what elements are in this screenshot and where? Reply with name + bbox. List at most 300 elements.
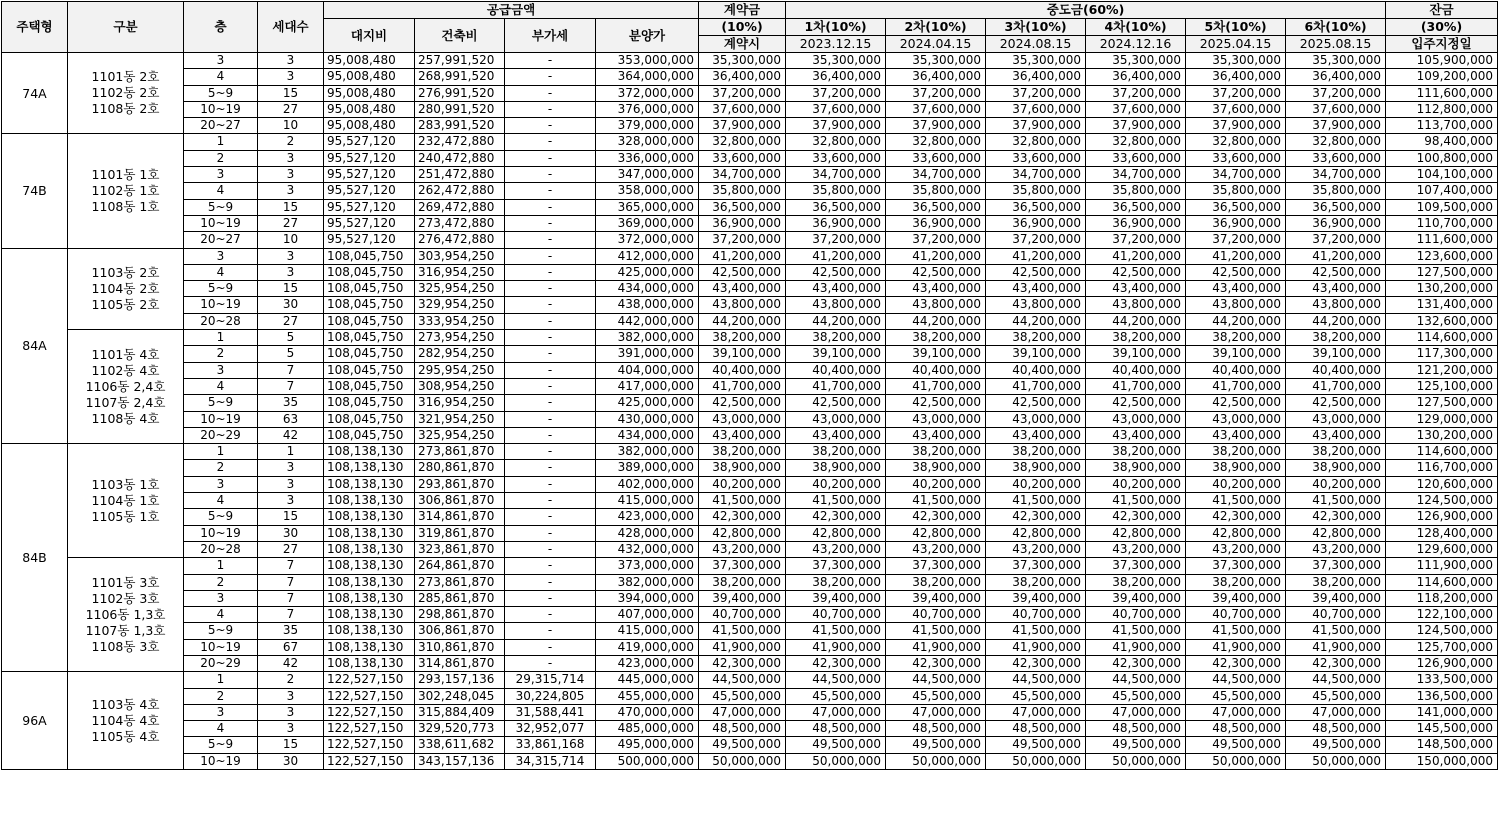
installment-4-cell: 42,300,000	[1086, 509, 1186, 525]
installment-4-cell: 43,200,000	[1086, 541, 1186, 557]
installment-4-cell: 40,400,000	[1086, 362, 1186, 378]
installment-5-cell: 37,600,000	[1186, 101, 1286, 117]
floor-cell: 1	[184, 672, 258, 688]
sale-price-cell: 372,000,000	[596, 232, 699, 248]
installment-1-cell: 41,500,000	[786, 493, 886, 509]
header-building: 건축비	[415, 19, 505, 53]
building-cost-cell: 273,472,880	[415, 215, 505, 231]
installment-3-cell: 41,700,000	[986, 378, 1086, 394]
table-row	[2, 574, 1498, 590]
installment-6-cell: 34,700,000	[1286, 167, 1386, 183]
vat-cell: -	[505, 655, 596, 671]
vat-cell: -	[505, 264, 596, 280]
building-cost-cell: 321,954,250	[415, 411, 505, 427]
installment-6-cell: 42,800,000	[1286, 525, 1386, 541]
floor-cell: 2	[184, 150, 258, 166]
units-cell: 3	[258, 460, 324, 476]
installment-1-cell: 42,300,000	[786, 509, 886, 525]
table-row	[2, 395, 1498, 411]
installment-6-cell: 35,300,000	[1286, 53, 1386, 69]
balance-cell: 125,100,000	[1386, 378, 1498, 394]
installment-5-cell: 39,400,000	[1186, 590, 1286, 606]
land-cost-cell: 95,008,480	[324, 85, 415, 101]
sale-price-cell: 432,000,000	[596, 541, 699, 557]
installment-2-cell: 42,500,000	[886, 264, 986, 280]
table-row	[2, 623, 1498, 639]
deposit-cell: 34,700,000	[699, 167, 786, 183]
land-cost-cell: 108,045,750	[324, 248, 415, 264]
land-cost-cell: 122,527,150	[324, 688, 415, 704]
sale-price-cell: 425,000,000	[596, 395, 699, 411]
installment-3-cell: 41,500,000	[986, 623, 1086, 639]
land-cost-cell: 108,045,750	[324, 427, 415, 443]
deposit-cell: 42,500,000	[699, 395, 786, 411]
deposit-cell: 49,500,000	[699, 737, 786, 753]
installment-6-cell: 32,800,000	[1286, 134, 1386, 150]
house-type-cell: 96A	[2, 672, 68, 770]
installment-1-cell: 38,200,000	[786, 330, 886, 346]
installment-3-cell: 39,400,000	[986, 590, 1086, 606]
balance-cell: 124,500,000	[1386, 623, 1498, 639]
floor-cell: 3	[184, 704, 258, 720]
units-cell: 15	[258, 281, 324, 297]
installment-1-cell: 41,200,000	[786, 248, 886, 264]
deposit-cell: 43,800,000	[699, 297, 786, 313]
installment-2-cell: 45,500,000	[886, 688, 986, 704]
installment-6-cell: 37,600,000	[1286, 101, 1386, 117]
units-cell: 27	[258, 313, 324, 329]
balance-cell: 109,200,000	[1386, 69, 1498, 85]
installment-3-cell: 37,900,000	[986, 118, 1086, 134]
installment-4-cell: 43,800,000	[1086, 297, 1186, 313]
installment-5-cell: 36,400,000	[1186, 69, 1286, 85]
installment-6-cell: 42,300,000	[1286, 509, 1386, 525]
vat-cell: -	[505, 330, 596, 346]
deposit-cell: 40,200,000	[699, 476, 786, 492]
deposit-cell: 38,200,000	[699, 330, 786, 346]
building-group-cell: 1103동 2호 1104동 2호 1105동 2호	[68, 248, 184, 329]
building-cost-cell: 268,991,520	[415, 69, 505, 85]
floor-cell: 5~9	[184, 737, 258, 753]
balance-cell: 105,900,000	[1386, 53, 1498, 69]
installment-4-cell: 38,200,000	[1086, 330, 1186, 346]
table-row	[2, 199, 1498, 215]
sale-price-cell: 419,000,000	[596, 639, 699, 655]
floor-cell: 3	[184, 248, 258, 264]
building-cost-cell: 310,861,870	[415, 639, 505, 655]
vat-cell: -	[505, 427, 596, 443]
installment-3-cell: 38,900,000	[986, 460, 1086, 476]
land-cost-cell: 108,138,130	[324, 493, 415, 509]
installment-5-cell: 37,200,000	[1186, 85, 1286, 101]
vat-cell: -	[505, 623, 596, 639]
installment-1-cell: 43,200,000	[786, 541, 886, 557]
units-cell: 35	[258, 623, 324, 639]
vat-cell: -	[505, 101, 596, 117]
installment-4-cell: 43,400,000	[1086, 281, 1186, 297]
header-balance-when: 입주지정일	[1386, 36, 1498, 53]
building-cost-cell: 325,954,250	[415, 281, 505, 297]
installment-1-cell: 41,700,000	[786, 378, 886, 394]
units-cell: 3	[258, 248, 324, 264]
balance-cell: 98,400,000	[1386, 134, 1498, 150]
installment-4-cell: 42,800,000	[1086, 525, 1186, 541]
installment-1-cell: 37,600,000	[786, 101, 886, 117]
floor-cell: 4	[184, 607, 258, 623]
header-deposit: 계약금	[699, 2, 786, 19]
installment-6-cell: 38,200,000	[1286, 574, 1386, 590]
vat-cell: -	[505, 607, 596, 623]
deposit-cell: 42,500,000	[699, 264, 786, 280]
installment-6-cell: 37,900,000	[1286, 118, 1386, 134]
sale-price-cell: 382,000,000	[596, 444, 699, 460]
land-cost-cell: 122,527,150	[324, 753, 415, 769]
table-row	[2, 460, 1498, 476]
installment-5-cell: 44,500,000	[1186, 672, 1286, 688]
balance-cell: 114,600,000	[1386, 444, 1498, 460]
building-cost-cell: 302,248,045	[415, 688, 505, 704]
building-cost-cell: 293,861,870	[415, 476, 505, 492]
balance-cell: 122,100,000	[1386, 607, 1498, 623]
vat-cell: -	[505, 639, 596, 655]
installment-5-cell: 32,800,000	[1186, 134, 1286, 150]
installment-4-cell: 41,500,000	[1086, 623, 1186, 639]
installment-3-cell: 43,000,000	[986, 411, 1086, 427]
floor-cell: 4	[184, 378, 258, 394]
installment-4-cell: 38,200,000	[1086, 444, 1186, 460]
installment-4-cell: 43,000,000	[1086, 411, 1186, 427]
vat-cell: -	[505, 590, 596, 606]
installment-4-cell: 39,400,000	[1086, 590, 1186, 606]
vat-cell: -	[505, 199, 596, 215]
land-cost-cell: 108,045,750	[324, 330, 415, 346]
header-inst-2-date: 2024.04.15	[886, 36, 986, 53]
table-row	[2, 427, 1498, 443]
sale-price-cell: 500,000,000	[596, 753, 699, 769]
vat-cell: -	[505, 493, 596, 509]
table-row	[2, 215, 1498, 231]
sale-price-cell: 372,000,000	[596, 85, 699, 101]
land-cost-cell: 108,138,130	[324, 574, 415, 590]
floor-cell: 20~28	[184, 313, 258, 329]
units-cell: 7	[258, 607, 324, 623]
table-row	[2, 53, 1498, 69]
floor-cell: 2	[184, 346, 258, 362]
installment-2-cell: 37,200,000	[886, 232, 986, 248]
installment-6-cell: 45,500,000	[1286, 688, 1386, 704]
units-cell: 7	[258, 558, 324, 574]
balance-cell: 117,300,000	[1386, 346, 1498, 362]
installment-1-cell: 36,500,000	[786, 199, 886, 215]
installment-5-cell: 37,200,000	[1186, 232, 1286, 248]
table-row	[2, 167, 1498, 183]
installment-5-cell: 38,200,000	[1186, 330, 1286, 346]
floor-cell: 3	[184, 476, 258, 492]
building-cost-cell: 315,884,409	[415, 704, 505, 720]
units-cell: 1	[258, 444, 324, 460]
units-cell: 7	[258, 574, 324, 590]
floor-cell: 4	[184, 721, 258, 737]
installment-4-cell: 36,900,000	[1086, 215, 1186, 231]
units-cell: 15	[258, 199, 324, 215]
installment-1-cell: 39,400,000	[786, 590, 886, 606]
units-cell: 3	[258, 476, 324, 492]
installment-6-cell: 41,700,000	[1286, 378, 1386, 394]
deposit-cell: 41,200,000	[699, 248, 786, 264]
deposit-cell: 41,500,000	[699, 493, 786, 509]
installment-1-cell: 39,100,000	[786, 346, 886, 362]
sale-price-cell: 404,000,000	[596, 362, 699, 378]
installment-5-cell: 50,000,000	[1186, 753, 1286, 769]
table-row	[2, 525, 1498, 541]
header-inst-1-date: 2023.12.15	[786, 36, 886, 53]
units-cell: 10	[258, 232, 324, 248]
house-type-cell: 84B	[2, 444, 68, 672]
balance-cell: 107,400,000	[1386, 183, 1498, 199]
deposit-cell: 40,700,000	[699, 607, 786, 623]
vat-cell: 33,861,168	[505, 737, 596, 753]
installment-6-cell: 37,300,000	[1286, 558, 1386, 574]
installment-1-cell: 41,500,000	[786, 623, 886, 639]
installment-1-cell: 49,500,000	[786, 737, 886, 753]
installment-1-cell: 35,300,000	[786, 53, 886, 69]
units-cell: 3	[258, 721, 324, 737]
installment-4-cell: 36,400,000	[1086, 69, 1186, 85]
installment-4-cell: 35,300,000	[1086, 53, 1186, 69]
table-row	[2, 444, 1498, 460]
installment-6-cell: 44,500,000	[1286, 672, 1386, 688]
balance-cell: 114,600,000	[1386, 330, 1498, 346]
deposit-cell: 37,600,000	[699, 101, 786, 117]
installment-2-cell: 43,400,000	[886, 427, 986, 443]
vat-cell: -	[505, 362, 596, 378]
land-cost-cell: 108,045,750	[324, 297, 415, 313]
units-cell: 5	[258, 330, 324, 346]
installment-2-cell: 38,200,000	[886, 330, 986, 346]
units-cell: 35	[258, 395, 324, 411]
building-cost-cell: 343,157,136	[415, 753, 505, 769]
installment-1-cell: 38,200,000	[786, 444, 886, 460]
installment-5-cell: 35,800,000	[1186, 183, 1286, 199]
installment-3-cell: 40,400,000	[986, 362, 1086, 378]
units-cell: 3	[258, 183, 324, 199]
installment-4-cell: 36,500,000	[1086, 199, 1186, 215]
vat-cell: -	[505, 118, 596, 134]
table-body	[2, 53, 1498, 770]
installment-6-cell: 42,300,000	[1286, 655, 1386, 671]
balance-cell: 148,500,000	[1386, 737, 1498, 753]
units-cell: 42	[258, 655, 324, 671]
table-row	[2, 313, 1498, 329]
vat-cell: -	[505, 134, 596, 150]
installment-5-cell: 45,500,000	[1186, 688, 1286, 704]
building-cost-cell: 251,472,880	[415, 167, 505, 183]
building-cost-cell: 303,954,250	[415, 248, 505, 264]
installment-6-cell: 47,000,000	[1286, 704, 1386, 720]
installment-4-cell: 40,700,000	[1086, 607, 1186, 623]
installment-6-cell: 44,200,000	[1286, 313, 1386, 329]
installment-6-cell: 41,900,000	[1286, 639, 1386, 655]
installment-4-cell: 50,000,000	[1086, 753, 1186, 769]
installment-6-cell: 36,900,000	[1286, 215, 1386, 231]
balance-cell: 109,500,000	[1386, 199, 1498, 215]
land-cost-cell: 108,045,750	[324, 395, 415, 411]
units-cell: 27	[258, 101, 324, 117]
floor-cell: 2	[184, 460, 258, 476]
table-row	[2, 378, 1498, 394]
balance-cell: 132,600,000	[1386, 313, 1498, 329]
balance-cell: 111,600,000	[1386, 85, 1498, 101]
balance-cell: 129,000,000	[1386, 411, 1498, 427]
header-inst-2: 2차(10%)	[886, 19, 986, 36]
vat-cell: -	[505, 232, 596, 248]
land-cost-cell: 95,008,480	[324, 101, 415, 117]
vat-cell: -	[505, 395, 596, 411]
installment-5-cell: 47,000,000	[1186, 704, 1286, 720]
floor-cell: 10~19	[184, 101, 258, 117]
sale-price-cell: 402,000,000	[596, 476, 699, 492]
units-cell: 15	[258, 509, 324, 525]
installment-2-cell: 36,500,000	[886, 199, 986, 215]
installment-1-cell: 35,800,000	[786, 183, 886, 199]
sale-price-cell: 485,000,000	[596, 721, 699, 737]
installment-5-cell: 43,400,000	[1186, 427, 1286, 443]
units-cell: 30	[258, 297, 324, 313]
installment-5-cell: 43,200,000	[1186, 541, 1286, 557]
installment-3-cell: 50,000,000	[986, 753, 1086, 769]
sale-price-cell: 389,000,000	[596, 460, 699, 476]
land-cost-cell: 108,045,750	[324, 346, 415, 362]
deposit-cell: 41,700,000	[699, 378, 786, 394]
balance-cell: 131,400,000	[1386, 297, 1498, 313]
building-group-cell: 1103동 1호 1104동 1호 1105동 1호	[68, 444, 184, 558]
floor-cell: 20~29	[184, 427, 258, 443]
table-row	[2, 118, 1498, 134]
installment-3-cell: 36,500,000	[986, 199, 1086, 215]
sale-price-cell: 328,000,000	[596, 134, 699, 150]
floor-cell: 5~9	[184, 623, 258, 639]
header-inst-4: 4차(10%)	[1086, 19, 1186, 36]
installment-3-cell: 33,600,000	[986, 150, 1086, 166]
units-cell: 3	[258, 53, 324, 69]
header-inst-3: 3차(10%)	[986, 19, 1086, 36]
building-cost-cell: 273,954,250	[415, 330, 505, 346]
header-balance-pct: (30%)	[1386, 19, 1498, 36]
installment-5-cell: 42,300,000	[1186, 509, 1286, 525]
deposit-cell: 37,900,000	[699, 118, 786, 134]
installment-3-cell: 34,700,000	[986, 167, 1086, 183]
floor-cell: 20~27	[184, 118, 258, 134]
installment-2-cell: 37,300,000	[886, 558, 986, 574]
installment-2-cell: 35,300,000	[886, 53, 986, 69]
installment-3-cell: 40,200,000	[986, 476, 1086, 492]
balance-cell: 111,900,000	[1386, 558, 1498, 574]
building-cost-cell: 262,472,880	[415, 183, 505, 199]
sale-price-cell: 407,000,000	[596, 607, 699, 623]
installment-3-cell: 32,800,000	[986, 134, 1086, 150]
balance-cell: 130,200,000	[1386, 427, 1498, 443]
installment-3-cell: 45,500,000	[986, 688, 1086, 704]
building-cost-cell: 329,520,773	[415, 721, 505, 737]
installment-3-cell: 37,300,000	[986, 558, 1086, 574]
installment-4-cell: 42,300,000	[1086, 655, 1186, 671]
vat-cell: 29,315,714	[505, 672, 596, 688]
building-cost-cell: 316,954,250	[415, 395, 505, 411]
header-deposit-pct: (10%)	[699, 19, 786, 36]
price-table	[1, 1, 1498, 770]
installment-3-cell: 44,200,000	[986, 313, 1086, 329]
vat-cell: -	[505, 476, 596, 492]
land-cost-cell: 108,045,750	[324, 362, 415, 378]
vat-cell: -	[505, 346, 596, 362]
installment-1-cell: 40,200,000	[786, 476, 886, 492]
header-inst-5: 5차(10%)	[1186, 19, 1286, 36]
deposit-cell: 42,800,000	[699, 525, 786, 541]
installment-6-cell: 43,400,000	[1286, 281, 1386, 297]
units-cell: 10	[258, 118, 324, 134]
floor-cell: 2	[184, 574, 258, 590]
balance-cell: 130,200,000	[1386, 281, 1498, 297]
installment-4-cell: 45,500,000	[1086, 688, 1186, 704]
balance-cell: 127,500,000	[1386, 264, 1498, 280]
vat-cell: -	[505, 215, 596, 231]
deposit-cell: 38,900,000	[699, 460, 786, 476]
sale-price-cell: 415,000,000	[596, 493, 699, 509]
installment-4-cell: 44,200,000	[1086, 313, 1186, 329]
floor-cell: 4	[184, 493, 258, 509]
header-inst-3-date: 2024.08.15	[986, 36, 1086, 53]
installment-4-cell: 41,500,000	[1086, 493, 1186, 509]
installment-6-cell: 41,500,000	[1286, 493, 1386, 509]
header-inst-4-date: 2024.12.16	[1086, 36, 1186, 53]
installment-4-cell: 37,600,000	[1086, 101, 1186, 117]
table-row	[2, 493, 1498, 509]
table-row	[2, 411, 1498, 427]
installment-2-cell: 39,400,000	[886, 590, 986, 606]
installment-5-cell: 36,500,000	[1186, 199, 1286, 215]
floor-cell: 4	[184, 264, 258, 280]
vat-cell: -	[505, 541, 596, 557]
floor-cell: 5~9	[184, 395, 258, 411]
installment-6-cell: 37,200,000	[1286, 232, 1386, 248]
header-inst-6-date: 2025.08.15	[1286, 36, 1386, 53]
installment-5-cell: 42,800,000	[1186, 525, 1286, 541]
land-cost-cell: 108,138,130	[324, 476, 415, 492]
land-cost-cell: 108,138,130	[324, 460, 415, 476]
installment-2-cell: 40,400,000	[886, 362, 986, 378]
balance-cell: 128,400,000	[1386, 525, 1498, 541]
table-row	[2, 150, 1498, 166]
table-row	[2, 85, 1498, 101]
vat-cell: -	[505, 85, 596, 101]
building-cost-cell: 314,861,870	[415, 509, 505, 525]
installment-5-cell: 43,400,000	[1186, 281, 1286, 297]
floor-cell: 1	[184, 444, 258, 460]
balance-cell: 127,500,000	[1386, 395, 1498, 411]
building-group-cell: 1101동 3호 1102동 3호 1106동 1,3호 1107동 1,3호 1108동 3호	[68, 558, 184, 672]
deposit-cell: 41,500,000	[699, 623, 786, 639]
installment-4-cell: 37,200,000	[1086, 85, 1186, 101]
house-type-cell: 74A	[2, 53, 68, 134]
building-cost-cell: 282,954,250	[415, 346, 505, 362]
building-cost-cell: 319,861,870	[415, 525, 505, 541]
floor-cell: 10~19	[184, 639, 258, 655]
sale-price-cell: 423,000,000	[596, 655, 699, 671]
installment-4-cell: 33,600,000	[1086, 150, 1186, 166]
installment-1-cell: 33,600,000	[786, 150, 886, 166]
installment-4-cell: 42,500,000	[1086, 395, 1186, 411]
installment-4-cell: 34,700,000	[1086, 167, 1186, 183]
